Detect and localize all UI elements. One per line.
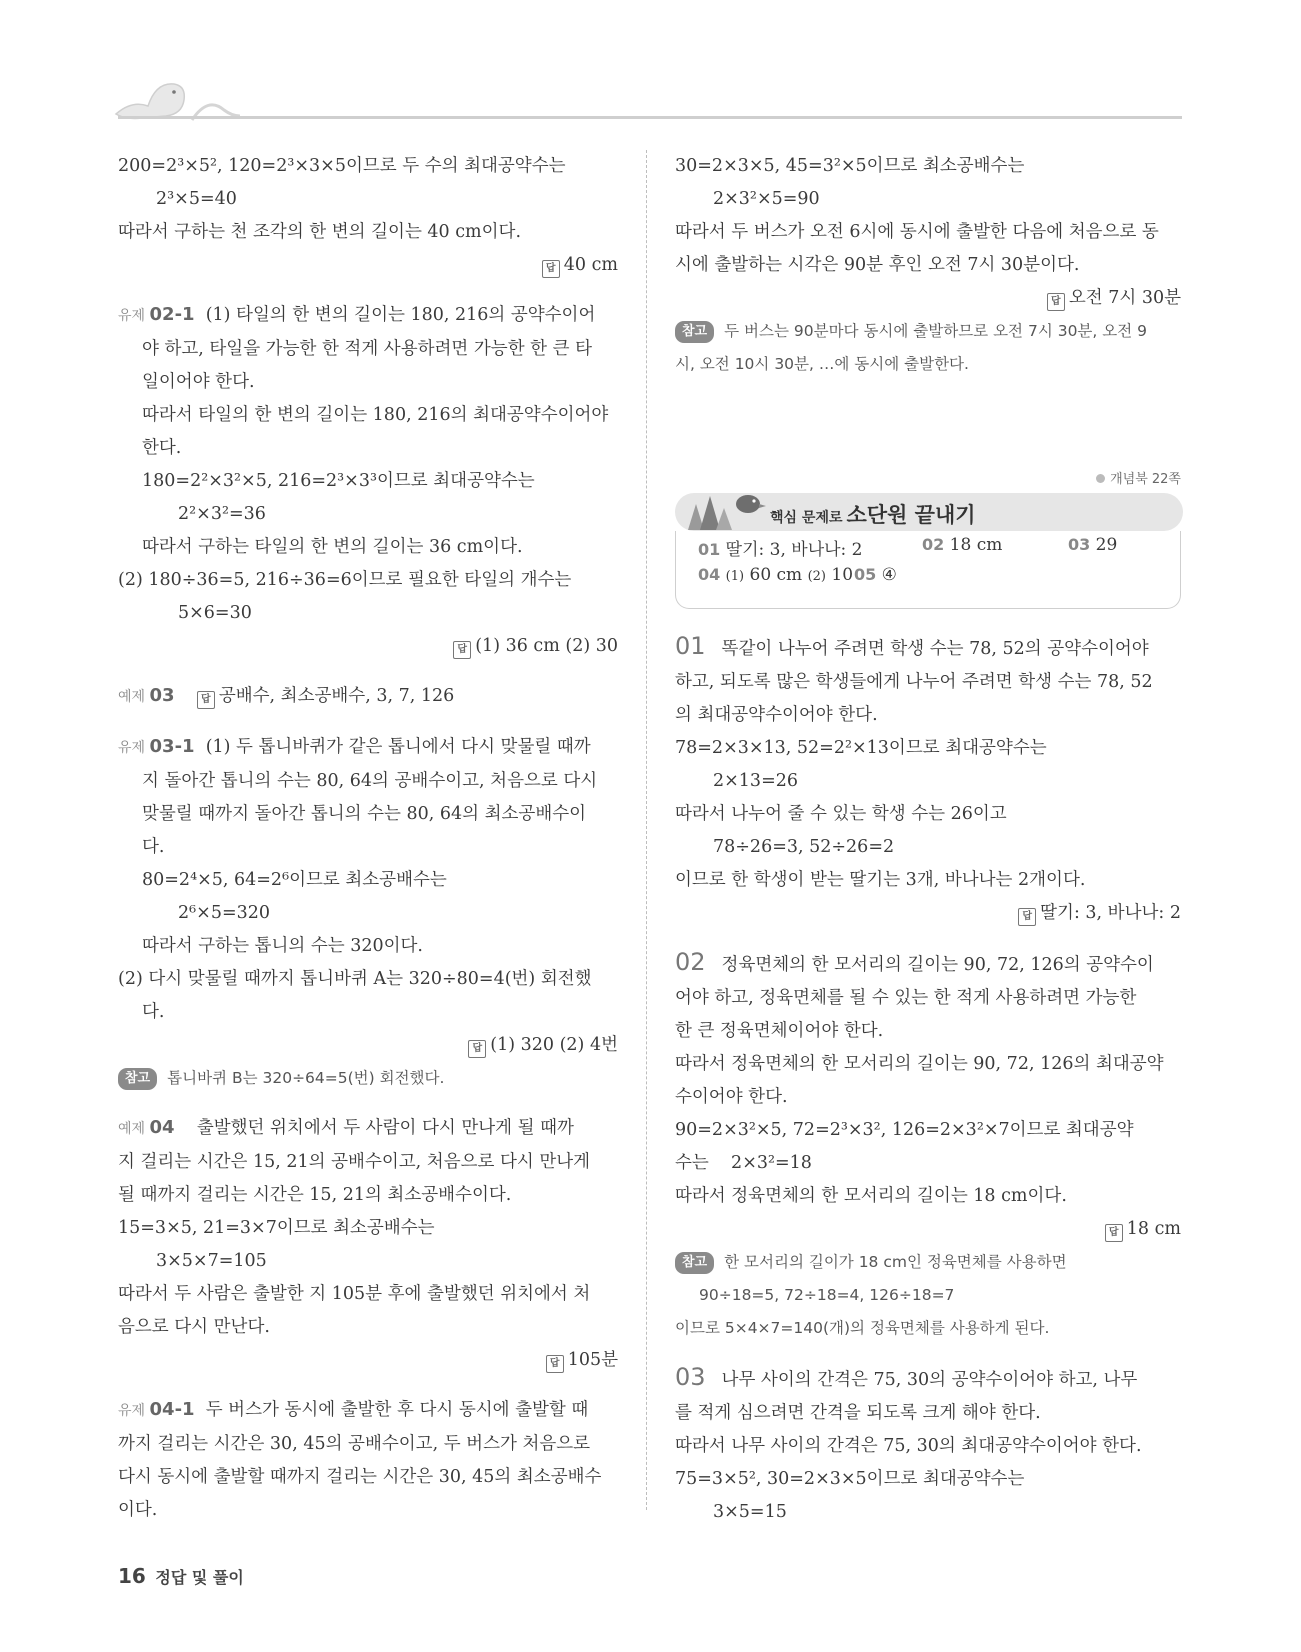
problem-heading [675,1361,1181,1397]
text-line: 어야 하고, 정육면체를 될 수 있는 한 적게 사용하려면 가능한 [675,988,1137,1008]
text-line: 180=2²×3²×5, 216=2³×3³이므로 최대공약수는 [142,471,535,491]
concept-book-reference: 개념북 22쪽 [1096,468,1181,487]
text-line: 2²×3²=36 [178,504,266,524]
text-line: 야 하고, 타일을 가능한 한 적게 사용하려면 가능한 한 큰 타 [142,339,593,359]
note-text: 톱니바퀴 B는 320÷64=5(번) 회전했다. [167,1069,445,1087]
page-number: 16 [118,1564,146,1588]
text-line: 두 버스가 동시에 출발한 후 다시 동시에 출발할 때 [205,1400,589,1420]
text-line: 다시 동시에 출발할 때까지 걸리는 시간은 30, 45의 최소공배수 [118,1467,602,1487]
answer-text: 105분 [567,1350,618,1370]
text-line: 3×5×7=105 [156,1251,267,1271]
banner-title: 핵심 문제로 소단원 끝내기 [770,503,976,527]
right-column [675,150,1181,381]
text-line: 다. [142,837,165,857]
text-line: 따라서 나누어 줄 수 있는 학생 수는 26이고 [675,804,1007,824]
answer-text: 40 cm [563,255,618,275]
text-line: 수이어야 한다. [675,1087,788,1107]
problem-label: 유제 04-1 [118,1399,195,1420]
note-line: 시, 오전 10시 30분, …에 동시에 출발한다. [675,355,969,373]
note-text: 한 모서리의 길이가 18 cm인 정육면체를 사용하면 [724,1253,1067,1271]
text-line: 75=3×5², 30=2×3×5이므로 최대공약수는 [675,1469,1025,1489]
text-line: 2³×5=40 [156,189,237,209]
text-line: 다. [142,1002,165,1022]
text-line: 될 때까지 걸리는 시간은 15, 21의 최소공배수이다. [118,1185,512,1205]
text-line: 나무 사이의 간격은 75, 30의 공약수이어야 하고, 나무 [721,1370,1138,1390]
problem-label: 예제 04 [118,1117,175,1138]
header-rule [118,116,1182,119]
answer-text: 딸기: 3, 바나나: 2 [1040,903,1181,923]
problem-number: 03 [675,1363,706,1391]
answer-text: 오전 7시 30분 [1068,288,1181,308]
answer-text: 공배수, 최소공배수, 3, 7, 126 [218,686,455,706]
right-column-solutions [675,630,1181,1529]
text-line: 지 걸리는 시간은 15, 21의 공배수이고, 처음으로 다시 만나게 [118,1152,591,1172]
text-line: 한 큰 정육면체이어야 한다. [675,1021,884,1041]
text-line: 수는 2×3²=18 [675,1153,812,1173]
text-line: 를 적게 심으려면 간격을 되도록 크게 해야 한다. [675,1403,1041,1423]
note-tag: 참고 [675,1252,714,1274]
problem-label: 유제 03-1 [118,736,195,757]
text-line: 2×3²×5=90 [713,189,820,209]
text-line: 출발했던 위치에서 두 사람이 다시 만나게 될 때까 [196,1118,574,1138]
text-line: 정육면체의 한 모서리의 길이는 90, 72, 126의 공약수이 [721,955,1154,975]
summary-item: 04 (1) 60 cm (2) 10 [698,565,854,585]
answer-text: (1) 36 cm (2) 30 [475,636,618,656]
text-line: 따라서 나무 사이의 간격은 75, 30의 최대공약수이어야 한다. [675,1436,1142,1456]
text-line: 이므로 한 학생이 받는 딸기는 3개, 바나나는 2개이다. [675,870,1086,890]
text-line: 따라서 정육면체의 한 모서리의 길이는 90, 72, 126의 최대공약 [675,1054,1164,1074]
text-line: 음으로 다시 만난다. [118,1317,270,1337]
note-text: 두 버스는 90분마다 동시에 출발하므로 오전 7시 30분, 오전 9 [724,322,1147,340]
answer-mark-icon: 답 [546,1355,564,1373]
answer-line [118,249,618,282]
text-line: 78=2×3×13, 52=2²×13이므로 최대공약수는 [675,738,1047,758]
answer-mark-icon: 답 [1047,293,1065,311]
column-divider [646,150,647,1510]
problem-number: 01 [675,632,706,660]
problem-heading [118,1111,618,1146]
text-line: 78÷26=3, 52÷26=2 [713,837,895,857]
text-line: 따라서 두 사람은 출발한 지 105분 후에 출발했던 위치에서 처 [118,1284,591,1304]
answer-mark-icon: 답 [468,1040,486,1058]
note-line [118,1062,618,1095]
problem-number: 02 [675,948,706,976]
text-line: 90=2×3²×5, 72=2³×3², 126=2×3²×7이므로 최대공약 [675,1120,1134,1140]
note-line [675,1246,1181,1279]
text-line: 이다. [118,1500,158,1520]
trees-bird-icon [678,482,768,532]
text-line: 30=2×3×5, 45=3²×5이므로 최소공배수는 [675,156,1025,176]
text-line: 200=2³×5², 120=2³×3×5이므로 두 수의 최대공약수는 [118,156,566,176]
problem-heading [118,730,618,765]
bullet-icon [1096,474,1105,483]
problem-heading [118,298,618,333]
answer-line [675,897,1181,930]
text-line: 까지 걸리는 시간은 30, 45의 공배수이고, 두 버스가 처음으로 [118,1434,591,1454]
text-line: 일이어야 한다. [142,372,255,392]
footer-title: 정답 및 풀이 [155,1568,244,1587]
text-line: 따라서 구하는 톱니의 수는 320이다. [142,936,423,956]
answer-text: (1) 320 (2) 4번 [490,1035,618,1055]
answer-mark-icon: 답 [197,691,215,709]
answer-summary-box [675,531,1181,609]
note-tag: 참고 [675,321,714,343]
text-line: 한다. [142,438,182,458]
answer-line [675,1213,1181,1246]
summary-item: 05 ④ [854,565,897,585]
problem-label: 유제 02-1 [118,304,195,325]
text-line: 따라서 타일의 한 변의 길이는 180, 216의 최대공약수이어야 [142,405,609,425]
note-line [675,315,1181,348]
text-line: 따라서 정육면체의 한 모서리의 길이는 18 cm이다. [675,1186,1067,1206]
note-line: 이므로 5×4×7=140(개)의 정육면체를 사용하게 된다. [675,1319,1050,1337]
page-footer [118,1564,244,1588]
answer-mark-icon: 답 [1105,1224,1123,1242]
answer-line [675,282,1181,315]
answer-line [118,1029,618,1062]
text-line: 5×6=30 [178,603,252,623]
text-line: (2) 180÷36=5, 216÷36=6이므로 필요한 타일의 개수는 [118,570,572,590]
summary-item: 02 18 cm [922,535,1003,555]
text-line: 지 돌아간 톱니의 수는 80, 64의 공배수이고, 처음으로 다시 [142,771,598,791]
problem-heading [675,946,1181,982]
text-line: 따라서 구하는 천 조각의 한 변의 길이는 40 cm이다. [118,222,522,242]
summary-item: 03 29 [1068,535,1118,555]
answer-mark-icon: 답 [453,641,471,659]
text-line: 80=2⁴×5, 64=2⁶이므로 최소공배수는 [142,870,447,890]
problem-heading [118,1393,618,1428]
text-line: (2) 다시 맞물릴 때까지 톱니바퀴 A는 320÷80=4(번) 회전했 [118,969,592,989]
text-line: 시에 출발하는 시각은 90분 후인 오전 7시 30분이다. [675,255,1080,275]
text-line: 의 최대공약수이어야 한다. [675,705,878,725]
summary-item: 01 딸기: 3, 바나나: 2 [698,540,863,560]
text-line: 3×5=15 [713,1502,787,1522]
text-line: 똑같이 나누어 주려면 학생 수는 78, 52의 공약수이어야 [721,639,1149,659]
answer-line [118,1344,618,1377]
text-line: 따라서 구하는 타일의 한 변의 길이는 36 cm이다. [142,537,523,557]
text-line: 15=3×5, 21=3×7이므로 최소공배수는 [118,1218,435,1238]
problem-heading [675,630,1181,666]
text-line: 하고, 되도록 많은 학생들에게 나누어 주려면 학생 수는 78, 52 [675,672,1153,692]
text-line: 2⁶×5=320 [178,903,271,923]
problem-heading [118,679,618,714]
answer-mark-icon: 답 [542,260,560,278]
problem-label: 예제 03 [118,685,175,706]
answer-text: 18 cm [1126,1219,1181,1239]
text-line: (1) 타일의 한 변의 길이는 180, 216의 공약수이어 [205,305,596,325]
answer-line [118,630,618,663]
text-line: 2×13=26 [713,771,798,791]
note-line: 90÷18=5, 72÷18=4, 126÷18=7 [699,1286,955,1304]
note-tag: 참고 [118,1068,157,1090]
left-column [118,150,618,1527]
text-line: 맞물릴 때까지 돌아간 톱니의 수는 80, 64의 최소공배수이 [142,804,587,824]
text-line: (1) 두 톱니바퀴가 같은 톱니에서 다시 맞물릴 때까 [205,737,591,757]
text-line: 따라서 두 버스가 오전 6시에 동시에 출발한 다음에 처음으로 동 [675,222,1159,242]
answer-mark-icon: 답 [1018,908,1036,926]
